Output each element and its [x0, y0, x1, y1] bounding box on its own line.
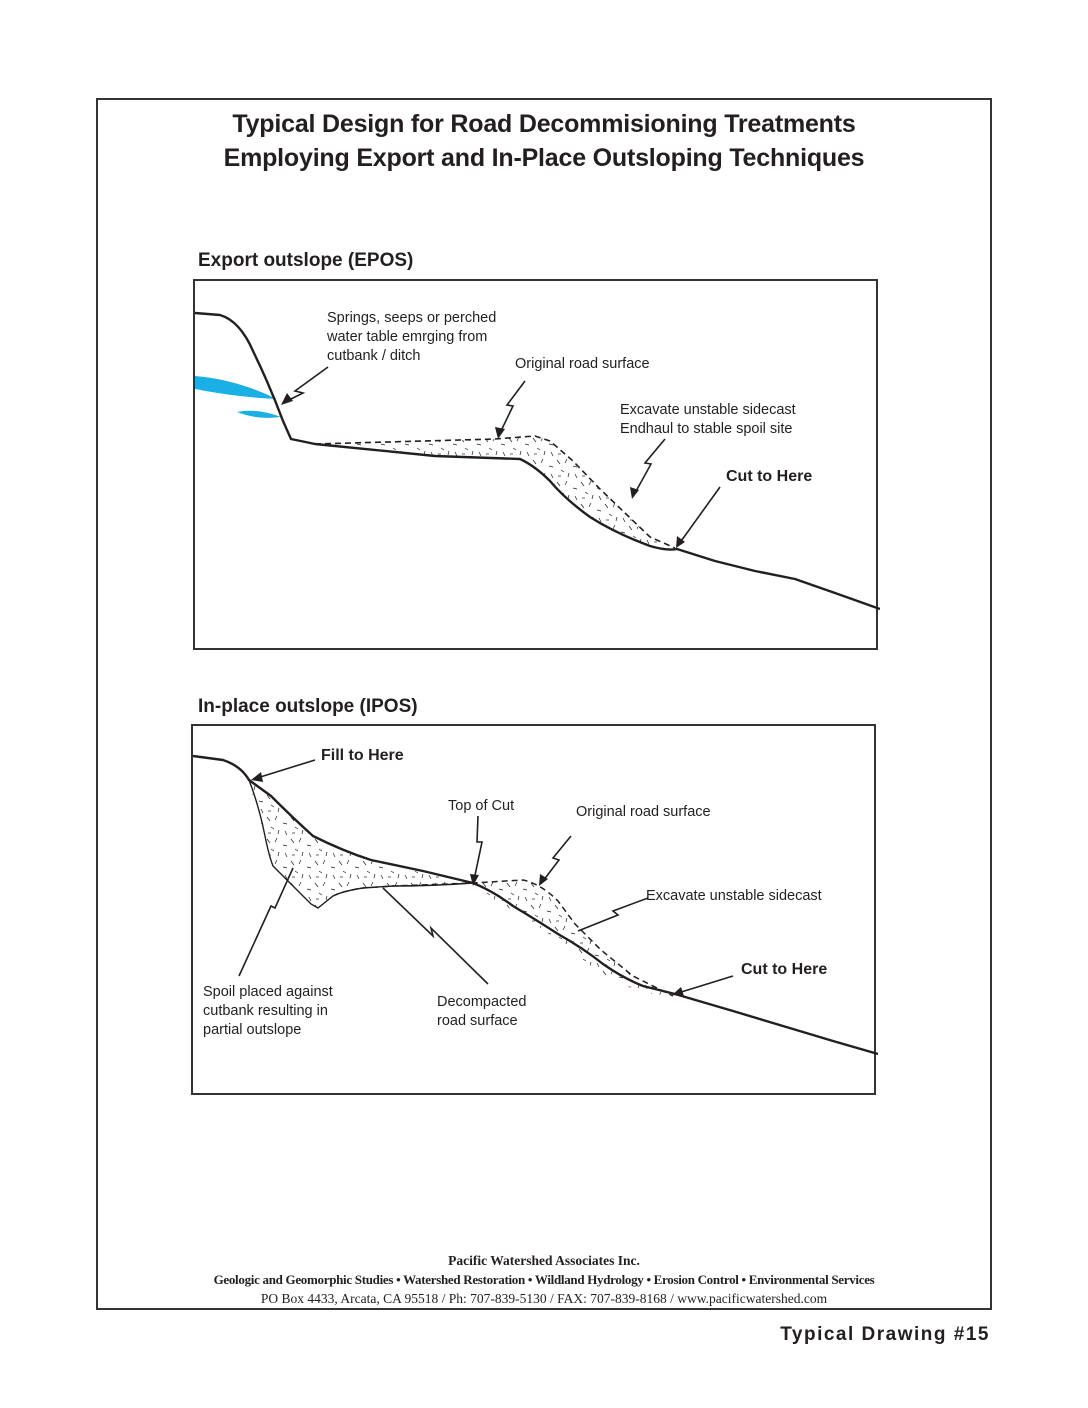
- epos-excavate-label-1: Excavate unstable sidecast: [620, 402, 796, 418]
- ipos-original-road-arrow: [543, 836, 571, 881]
- footer-contact: PO Box 4433, Arcata, CA 95518 / Ph: 707-839-5130 / FAX: 707-839-8168 / www.pacificwatershed.com: [260, 1291, 828, 1306]
- ipos-spoil-label-1: Spoil placed against: [203, 984, 333, 1000]
- epos-excavate-arrow: [635, 439, 665, 493]
- ipos-cut-arrow: [678, 976, 733, 993]
- ipos-fill-label: Fill to Here: [321, 747, 404, 764]
- ipos-heading: In-place outslope (IPOS): [198, 696, 418, 717]
- ipos-excavate-area: [473, 880, 673, 996]
- epos-cut-label: Cut to Here: [726, 468, 813, 485]
- footer-services: Geologic and Geomorphic Studies • Watershed Restoration • Wildland Hydrology • Erosion Control • Environmental Services: [213, 1272, 875, 1287]
- ipos-original-road-label: Original road surface: [576, 804, 711, 820]
- epos-panel: [193, 279, 878, 650]
- epos-excavate-label-2: Endhaul to stable spoil site: [620, 421, 793, 437]
- ipos-spoil-arrow: [239, 868, 293, 976]
- epos-diagram: [195, 281, 880, 652]
- ipos-top-cut-label: Top of Cut: [448, 798, 515, 814]
- epos-original-road-label: Original road surface: [515, 356, 650, 372]
- epos-springs-label-3: cutbank / ditch: [327, 348, 421, 364]
- epos-cut-arrow: [679, 487, 720, 544]
- ipos-spoil-label-3: partial outslope: [203, 1022, 302, 1038]
- epos-water-seep-lower: [237, 411, 281, 418]
- epos-water-seep-upper: [195, 376, 277, 399]
- ipos-excavate-label: Excavate unstable sidecast: [646, 888, 822, 904]
- ipos-fill-arrowhead: [251, 772, 263, 782]
- epos-springs-label-2: water table emrging from: [327, 329, 488, 345]
- ipos-panel: [191, 724, 876, 1095]
- ipos-spoil-label-2: cutbank resulting in: [203, 1003, 328, 1019]
- ipos-decompacted-label-1: Decompacted: [437, 994, 527, 1010]
- ipos-decompacted-arrow: [383, 888, 488, 984]
- ipos-diagram: [193, 726, 878, 1097]
- ipos-top-cut-arrow: [474, 816, 482, 880]
- epos-springs-label-1: Springs, seeps or perched: [327, 310, 497, 326]
- epos-original-road-arrowhead: [495, 427, 505, 439]
- epos-heading: Export outslope (EPOS): [198, 250, 414, 271]
- title-line-1: Typical Design for Road Decommisioning Treatments: [232, 110, 856, 138]
- title-line-2: Employing Export and In-Place Outsloping Techniques: [223, 144, 865, 172]
- ipos-cut-label: Cut to Here: [741, 961, 828, 978]
- ipos-cut-arrowhead: [672, 987, 684, 996]
- ipos-decompacted-label-2: road surface: [437, 1013, 518, 1029]
- drawing-number-label: Typical Drawing #15: [780, 1324, 990, 1345]
- epos-springs-arrowhead: [281, 393, 293, 405]
- epos-springs-arrow: [287, 367, 328, 401]
- footer-company: Pacific Watershed Associates Inc.: [448, 1253, 640, 1268]
- epos-original-road-arrow: [500, 381, 525, 433]
- ipos-fill-arrow: [257, 760, 315, 778]
- ipos-excavate-arrow: [578, 898, 648, 931]
- epos-spoil-area: [335, 436, 675, 548]
